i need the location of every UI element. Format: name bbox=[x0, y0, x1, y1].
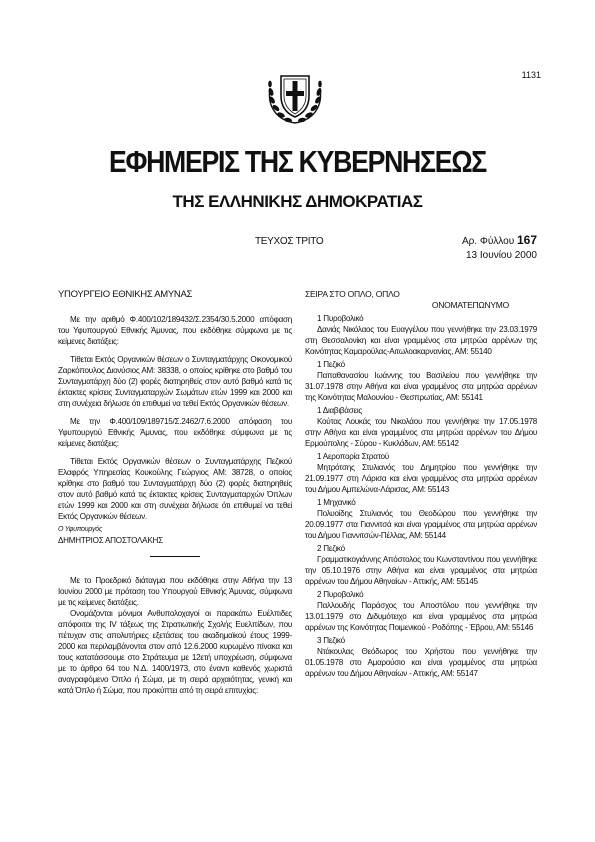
decision-paragraph: Με την Φ.400/109/189715/Σ.2462/7.6.2000 απόφαση του Υφυπουργού Εθνικής Άμυνας, που εκδόθηκε σύμφωνα με τις κείμενες διατάξεις: bbox=[58, 417, 292, 448]
entry-text: Παλλουδής Παράσχος του Αποστόλου που γεννήθηκε την 13.01.1979 στο Διδυμότειχο και είναι γραμμένος στα μητρώα αρρένων της Κοινότητας Ποιμενικού - Ροδόπης - Έβρου, ΑΜ: 55146 bbox=[305, 601, 537, 632]
decree-paragraph: Με το Προεδρικό διάταγμα που εκδόθηκε στην Αθήνα την 13 Ιουνίου 2000 με πρόταση του Υπουργού Εθνικής Άμυνας, σύμφωνα με τις κείμενες διατάξεις. bbox=[58, 576, 292, 607]
signer-name: ΔΗΜΗΤΡΙΟΣ ΑΠΟΣΤΟΛΑΚΗΣ bbox=[58, 536, 163, 545]
greek-coat-of-arms-icon bbox=[262, 68, 328, 126]
entry-rank: 1 Μηχανικό bbox=[317, 498, 356, 507]
decision-paragraph: Τίθεται Εκτός Οργανικών θέσεων ο Συνταγματάρχης Πεζικού Ελαφρός Υπηρεσίας Κουκούλης Γεώργιος ΑΜ: 38728, ο οποίος κρίθηκε στο βαθμό του Συνταγματάρχη δύο (2) φορές διατηρηθείς στον αυτό βαθμό κατά τις έκτακτες κρίσεις Συνταγματαρχών Όπλων ετών 1999 και 2000 και στη συνέχεια δήλωσε ότι επιθυμεί να τεθεί Εκτός Οργανικών θέσεων. bbox=[58, 457, 292, 521]
divider bbox=[150, 556, 200, 557]
entry-text: Δανιάς Νικόλαος του Ευαγγέλου που γεννήθηκε την 23.03.1979 στη Θεσσαλονίκη και είναι γραμμένος στα μητρώα αρρένων της Κοινότητας Καμαρούλας-Αιτωλοακαρνανίας, ΑΜ: 55140 bbox=[305, 325, 537, 356]
ministry-heading: ΥΠΟΥΡΓΕΙΟ ΕΘΝΙΚΗΣ ΑΜΥΝΑΣ bbox=[58, 289, 193, 300]
entry-text: Πολυοίδης Στυλιανός του Θεοδώρου που γεννήθηκε την 20.09.1977 στα Γιαννιτσά και είναι γραμμένος στα μητρώα αρρένων του Δήμου Γιαννιτσών-Πέλλας, ΑΜ: 55144 bbox=[305, 509, 537, 540]
gazette-subtitle: ΤΗΣ ΕΛΛΗΝΙΚΗΣ ΔΗΜΟΚΡΑΤΙΑΣ bbox=[172, 192, 423, 211]
entry-text: Μητρότσης Στυλιανός του Δημητρίου που γεννήθηκε την 21.09.1977 στη Λάρισα και είναι γραμμένος στα μητρώα αρρένων του Δήμου Αμπελώνα-Λάρισας, ΑΜ: 55143 bbox=[305, 463, 537, 494]
sheet-number-block bbox=[462, 233, 537, 247]
entry-text: Κούτας Λουκάς του Νικολάου που γεννήθηκε την 17.05.1978 στην Αθήνα και είναι γραμμένος στα μητρώα αρρένων του Δήμου Ερμούπολης - Σύρου - Κυκλάδων, ΑΜ: 55142 bbox=[305, 417, 537, 448]
entry-text: Γραμματικογιάννης Απόστολος του Κωνσταντίνου που γεννήθηκε την 05.10.1976 στην Αθήνα και είναι γραμμένος στα μητρώα αρρένων του Δήμου Αθηναίων - Αττικής, ΑΜ: 55145 bbox=[305, 555, 537, 586]
left-column bbox=[58, 289, 292, 696]
entry-text: Παπαθανασίου Ιωάννης του Βασιλείου που γεννήθηκε την 31.07.1978 στην Αθήνα και είναι γραμμένος στα μητρώα αρρένων της Κοινότητας Μαλουνίου - Θεσπρωτίας, ΑΜ: 55141 bbox=[305, 371, 537, 402]
page-number: 1131 bbox=[521, 70, 541, 80]
entry-rank: 1 Πυροβολικό bbox=[317, 314, 364, 323]
gazette-title: ΕΦΗΜΕΡΙΣ ΤΗΣ ΚΥΒΕΡΝΗΣΕΩΣ bbox=[108, 144, 487, 179]
sheet-label: Αρ. Φύλλου bbox=[461, 236, 515, 247]
decision-paragraph: Με την αριθμό Φ.400/102/189432/Σ.2354/30.5.2000 απόφαση του Υφυπουργού Εθνικής Άμυνας, που εκδόθηκε σύμφωνα με τις κείμενες διατάξεις: bbox=[58, 315, 292, 346]
entry-rank: 2 Πυροβολικό bbox=[317, 590, 364, 599]
entry-text: Ντάκουλας Θεόδωρος του Χρήστου που γεννήθηκε την 01.05.1978 στο Αμαρούσιο και είναι γραμμένος στα μητρώα αρρένων του Δήμου Αθηναίων - Αττικής, ΑΜ: 55147 bbox=[305, 647, 537, 678]
column-header-order: ΣΕΙΡΑ ΣΤΟ ΟΠΛΟ, ΟΠΛΟ bbox=[305, 289, 400, 299]
entry-rank: 1 Διαβιβάσεις bbox=[317, 406, 363, 415]
entry-rank: 3 Πεζικό bbox=[317, 636, 345, 645]
column-header-name: ΟΝΟΜΑΤΕΠΩΝΥΜΟ bbox=[431, 300, 509, 310]
right-column bbox=[305, 289, 537, 679]
issue-date: 13 Ιουνίου 2000 bbox=[466, 250, 537, 261]
decree-paragraph: Ονομάζονται μόνιμοι Ανθυπολοχαγοί οι παρακάτω Ευέλπιδες απόφοιτοι της IV τάξεως της Στρατιωτικής Σχολής Ευελπίδων, που πέτυχαν στις απολυτήριες εξετάσεις του ακαδημαϊκού έτους 1999-2000 και περιλαμβάνονται στον από 12.6.2000 κυρωμένο πίνακα και τους κατατάσσουμε στο Στράτευμα με 12ετή υποχρέωση, σύμφωνα με το άρθρο 64 του Ν.Δ. 1400/1973, στο έναντι καθενός χωριστά αναγραφόμενο Όπλο ή Σώμα, με τη σειρά αρχαιότητας, γενική και κατά Όπλο ή Σώμα, που προκύπτει από τη σειρά επιτυχίας: bbox=[58, 609, 292, 695]
entry-rank: 1 Πεζικό bbox=[317, 360, 345, 369]
signer-role: Ο Υφυπουργός bbox=[58, 526, 103, 533]
decision-paragraph: Τίθεται Εκτός Οργανικών θέσεων ο Συνταγματάρχης Οικονομικού Ζαρκόπουλος Διονύσιος ΑΜ: 38338, ο οποίος κρίθηκε στο βαθμό του Συνταγματάρχη δύο (2) φορές διατηρηθείς στον αυτό βαθμό κατά τις έκτακτες κρίσεις Συνταγματαρχών Σωμάτων ετών 1999 και 2000 και στη συνέχεια δήλωσε ότι επιθυμεί να τεθεί Εκτός Οργανικών θέσεων. bbox=[58, 355, 292, 408]
entry-rank: 1 Αεροπορία Στρατού bbox=[317, 452, 389, 461]
sheet-number: 167 bbox=[516, 233, 537, 247]
entry-rank: 2 Πεζικό bbox=[317, 544, 345, 553]
issue-type: ΤΕΥΧΟΣ ΤΡΙΤΟ bbox=[255, 236, 324, 247]
